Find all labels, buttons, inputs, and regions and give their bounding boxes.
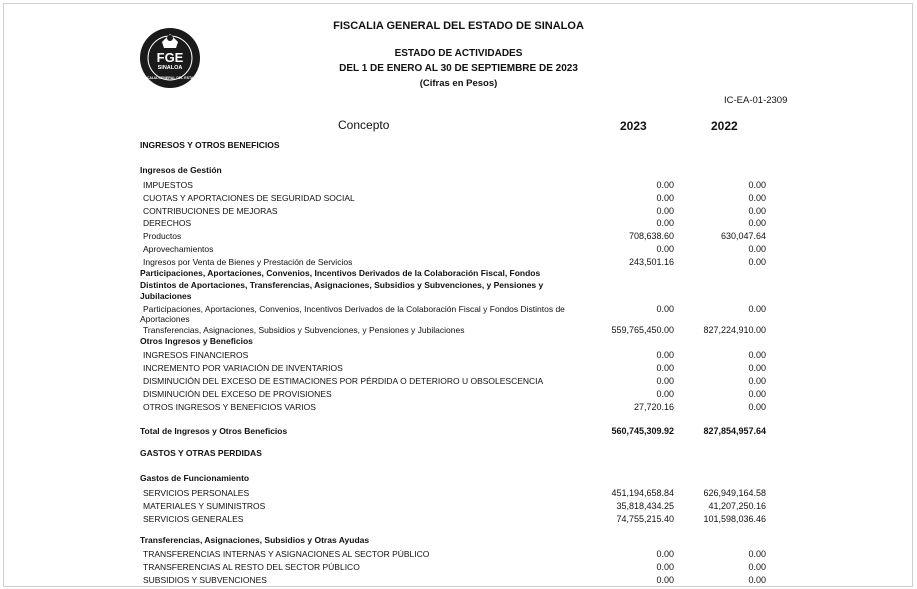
section-ingresos: INGRESOS Y OTROS BENEFICIOS — [140, 140, 280, 150]
value-2023: 0.00 — [656, 180, 674, 190]
total-ingresos-2023: 560,745,309.92 — [611, 426, 674, 436]
row-label: DISMINUCIÓN DEL EXCESO DE PROVISIONES — [143, 389, 332, 399]
logo-ring-text: FISCALIA GENERAL DEL ESTADO — [141, 76, 199, 80]
row-label: TRANSFERENCIAS INTERNAS Y ASIGNACIONES AL SECTOR PÚBLICO — [143, 549, 430, 559]
value-2023: 0.00 — [656, 206, 674, 216]
row-label: SERVICIOS PERSONALES — [143, 488, 250, 498]
row-label: Participaciones, Aportaciones, Convenios, Incentivos Derivados de la Colaboración Fiscal y Fondos Distintos de — [143, 304, 565, 314]
value-2022: 0.00 — [748, 575, 766, 585]
value-2022: 41,207,250.16 — [708, 501, 766, 511]
value-2023: 243,501.16 — [628, 257, 674, 267]
value-2022: 0.00 — [748, 180, 766, 190]
value-2023: 0.00 — [656, 350, 674, 360]
subsection-participaciones-line2: Distintos de Aportaciones, Transferencias, Asignaciones, Subsidios y Subvenciones, y Pensiones y — [140, 280, 544, 290]
value-2023: 0.00 — [656, 304, 674, 314]
report-title: ESTADO DE ACTIVIDADES — [394, 48, 523, 59]
subsection-participaciones-line1: Participaciones, Aportaciones, Convenios, Incentivos Derivados de la Colaboración Fiscal, Fondos — [140, 268, 541, 278]
row-label: Productos — [143, 231, 182, 241]
institution-name: FISCALIA GENERAL DEL ESTADO DE SINALOA — [333, 20, 584, 32]
value-2022: 0.00 — [748, 389, 766, 399]
value-2023: 0.00 — [656, 363, 674, 373]
column-header-concept: Concepto — [338, 118, 390, 132]
value-2023: 0.00 — [656, 193, 674, 203]
value-2022: 630,047.64 — [720, 231, 766, 241]
row-label: DISMINUCIÓN DEL EXCESO DE ESTIMACIONES POR PÉRDIDA O DETERIORO U OBSOLESCENCIA — [143, 376, 544, 386]
value-2022: 0.00 — [748, 257, 766, 267]
value-2022: 0.00 — [748, 549, 766, 559]
total-ingresos-label: Total de Ingresos y Otros Beneficios — [140, 426, 288, 436]
value-2022: 0.00 — [748, 193, 766, 203]
row-label: Ingresos por Venta de Bienes y Prestación de Servicios — [143, 257, 353, 267]
row-label: DERECHOS — [143, 218, 192, 228]
report-units: (Cifras en Pesos) — [419, 78, 498, 89]
column-header-2022: 2022 — [711, 119, 738, 133]
row-label: Aprovechamientos — [143, 244, 214, 254]
value-2023: 0.00 — [656, 549, 674, 559]
subsection-participaciones-line3: Jubilaciones — [140, 291, 192, 301]
subsection-transferencias: Transferencias, Asignaciones, Subsidios y Otras Ayudas — [140, 535, 370, 545]
value-2022: 0.00 — [748, 218, 766, 228]
value-2023: 0.00 — [656, 389, 674, 399]
row-label: IMPUESTOS — [143, 180, 193, 190]
value-2022: 0.00 — [748, 350, 766, 360]
row-label: SUBSIDIOS Y SUBVENCIONES — [143, 575, 267, 585]
value-2022: 0.00 — [748, 562, 766, 572]
value-2023: 559,765,450.00 — [611, 325, 674, 335]
row-label: CUOTAS Y APORTACIONES DE SEGURIDAD SOCIAL — [143, 193, 355, 203]
row-label: TRANSFERENCIAS AL RESTO DEL SECTOR PÚBLICO — [143, 562, 360, 572]
row-label-continued: Aportaciones — [140, 314, 190, 324]
row-label: INGRESOS FINANCIEROS — [143, 350, 249, 360]
value-2022: 0.00 — [748, 363, 766, 373]
row-label: CONTRIBUCIONES DE MEJORAS — [143, 206, 278, 216]
value-2022: 0.00 — [748, 206, 766, 216]
value-2023: 0.00 — [656, 218, 674, 228]
logo-text: FGE — [156, 50, 184, 65]
row-label: SERVICIOS GENERALES — [143, 514, 244, 524]
row-label: OTROS INGRESOS Y BENEFICIOS VARIOS — [143, 402, 316, 412]
total-ingresos-2022: 827,854,957.64 — [703, 426, 766, 436]
subsection-otros-ingresos: Otros Ingresos y Beneficios — [140, 336, 253, 346]
value-2022: 827,224,910.00 — [703, 325, 766, 335]
value-2022: 626,949,164.58 — [703, 488, 766, 498]
value-2022: 0.00 — [748, 304, 766, 314]
value-2023: 74,755,215.40 — [616, 514, 674, 524]
value-2023: 708,638.60 — [628, 231, 674, 241]
value-2023: 451,194,658.84 — [611, 488, 674, 498]
value-2023: 0.00 — [656, 562, 674, 572]
row-label: MATERIALES Y SUMINISTROS — [143, 501, 266, 511]
subsection-gastos-funcionamiento: Gastos de Funcionamiento — [140, 473, 250, 483]
value-2022: 0.00 — [748, 244, 766, 254]
subsection-ingresos-gestion: Ingresos de Gestión — [140, 165, 222, 175]
value-2023: 0.00 — [656, 376, 674, 386]
column-header-2023: 2023 — [620, 119, 647, 133]
document-code: IC-EA-01-2309 — [724, 95, 788, 106]
value-2022: 0.00 — [748, 376, 766, 386]
value-2022: 0.00 — [748, 402, 766, 412]
logo-subtext: SINALOA — [157, 65, 183, 71]
value-2023: 35,818,434.25 — [616, 501, 674, 511]
report-period: DEL 1 DE ENERO AL 30 DE SEPTIEMBRE DE 2023 — [339, 63, 578, 74]
value-2023: 0.00 — [656, 244, 674, 254]
section-gastos: GASTOS Y OTRAS PERDIDAS — [140, 448, 262, 458]
value-2022: 101,598,036.46 — [703, 514, 766, 524]
row-label: INCREMENTO POR VARIACIÓN DE INVENTARIOS — [143, 363, 343, 373]
value-2023: 0.00 — [656, 575, 674, 585]
value-2023: 27,720.16 — [633, 402, 674, 412]
row-label: Transferencias, Asignaciones, Subsidios y Subvenciones, y Pensiones y Jubilaciones — [143, 325, 465, 335]
